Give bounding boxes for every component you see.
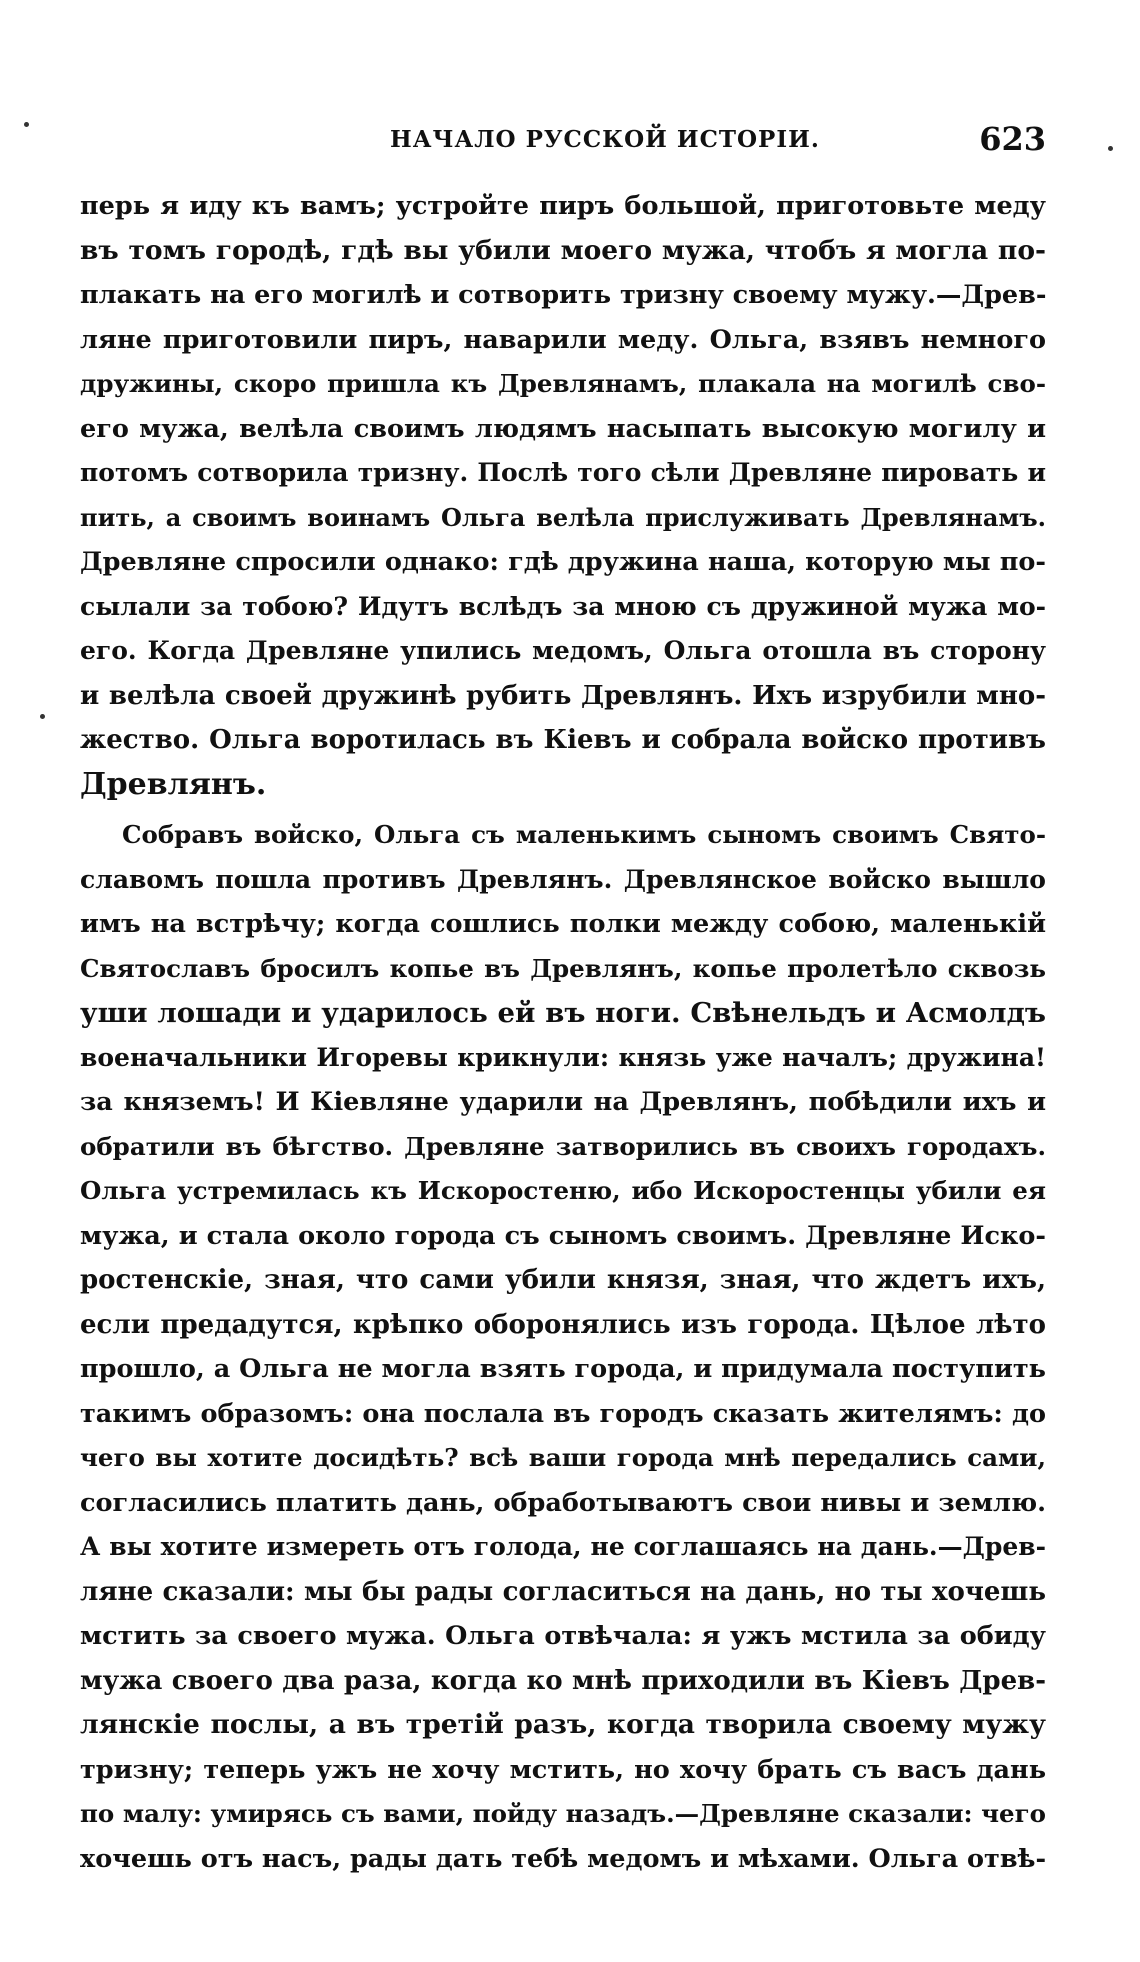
text-line: военачальники Игоревы крикнули: князь уже началъ; дружина!	[80, 1042, 1046, 1072]
text-line: хочешь отъ насъ, рады дать тебѣ медомъ и мѣхами. Ольга отвѣ-	[80, 1843, 1046, 1874]
text-line: имъ на встрѣчу; когда сошлись полки между собою, маленькій	[80, 909, 1046, 939]
running-header	[80, 120, 1046, 160]
text-line: мужа, и стала около города съ сыномъ своимъ. Древляне Иско-	[80, 1220, 1046, 1251]
body-text	[80, 184, 1046, 1881]
text-line: мужа своего два раза, когда ко мнѣ приходили въ Кіевъ Древ-	[80, 1665, 1046, 1696]
running-title: НАЧАЛО РУССКОЙ ИСТОРІИ.	[390, 126, 820, 153]
text-line: сылали за тобою? Идутъ вслѣдъ за мною съ дружиной мужа мо-	[80, 591, 1046, 621]
text-line: прошло, а Ольга не могла взять города, и придумала поступить	[80, 1354, 1046, 1384]
text-line: ляне приготовили пиръ, наварили меду. Ольга, взявъ немного	[80, 324, 1046, 355]
text-line: Собравъ войско, Ольга съ маленькимъ сыномъ своимъ Свято-	[122, 820, 1046, 849]
paragraph-1	[80, 184, 1046, 807]
text-line: потомъ сотворила тризну. Послѣ того сѣли Древляне пировать и	[80, 458, 1046, 487]
text-line: уши лошади и ударилось ей въ ноги. Свѣнельдъ и Асмолдъ	[80, 997, 1046, 1029]
text-line: славомъ пошла противъ Древлянъ. Древлянское войско вышло	[80, 864, 1046, 894]
text-line: Святославъ бросилъ копье въ Древлянъ, копье пролетѣло сквозь	[80, 953, 1046, 983]
text-line: и велѣла своей дружинѣ рубить Древлянъ. Ихъ изрубили мно-	[80, 680, 1046, 711]
margin-speck	[40, 714, 45, 719]
text-line: жество. Ольга воротилась въ Кіевъ и собрала войско противъ	[80, 725, 1046, 755]
text-line: А вы хотите измереть отъ голода, не соглашаясь на дань.—Древ-	[80, 1532, 1046, 1561]
text-line: Древляне спросили однако: гдѣ дружина наша, которую мы по-	[80, 547, 1046, 577]
text-line: ростенскіе, зная, что сами убили князя, зная, что ждетъ ихъ,	[80, 1265, 1046, 1295]
text-line: согласились платить дань, обработываютъ свои нивы и землю.	[80, 1487, 1046, 1518]
page-number: 623	[979, 120, 1046, 158]
text-line: чего вы хотите досидѣть? всѣ ваши города мнѣ передались сами,	[80, 1443, 1046, 1472]
text-line: такимъ образомъ: она послала въ городъ сказать жителямъ: до	[80, 1398, 1046, 1429]
text-line: ляне сказали: мы бы рады согласиться на дань, но ты хочешь	[80, 1576, 1046, 1607]
text-line: его. Когда Древляне упились медомъ, Ольга отошла въ сторону	[80, 636, 1046, 665]
text-line: лянскіе послы, а въ третій разъ, когда творила своему мужу	[80, 1709, 1046, 1740]
text-line: Древлянъ.	[80, 766, 267, 802]
text-line: дружины, скоро пришла къ Древлянамъ, плакала на могилѣ сво-	[80, 369, 1046, 398]
text-line: Ольга устремилась къ Искоростеню, ибо Искоростенцы убили ея	[80, 1176, 1046, 1205]
text-line: мстить за своего мужа. Ольга отвѣчала: я ужъ мстила за обиду	[80, 1621, 1046, 1651]
text-line: перь я иду къ вамъ; устройте пиръ большой, приготовьте меду	[80, 191, 1046, 221]
paragraph-2	[80, 813, 1046, 1881]
text-line: его мужа, велѣла своимъ людямъ насыпать высокую могилу и	[80, 413, 1046, 444]
text-line: обратили въ бѣгство. Древляне затворились въ своихъ городахъ.	[80, 1131, 1046, 1161]
text-line: по малу: умирясь съ вами, пойду назадъ.—Древляне сказали: чего	[80, 1799, 1046, 1828]
text-line: пить, а своимъ воинамъ Ольга велѣла прислуживать Древлянамъ.	[80, 502, 1046, 532]
text-line: за княземъ! И Кіевляне ударили на Древлянъ, побѣдили ихъ и	[80, 1087, 1046, 1117]
text-line: если предадутся, крѣпко оборонялись изъ города. Цѣлое лѣто	[80, 1309, 1046, 1340]
margin-speck	[1108, 146, 1113, 151]
text-line: плакать на его могилѣ и сотворить тризну своему мужу.—Древ-	[80, 280, 1046, 310]
text-line: въ томъ городѣ, гдѣ вы убили моего мужа, чтобъ я могла по-	[80, 234, 1046, 266]
margin-speck	[24, 122, 29, 127]
text-line: тризну; теперь ужъ не хочу мстить, но хочу брать съ васъ дань	[80, 1754, 1046, 1785]
